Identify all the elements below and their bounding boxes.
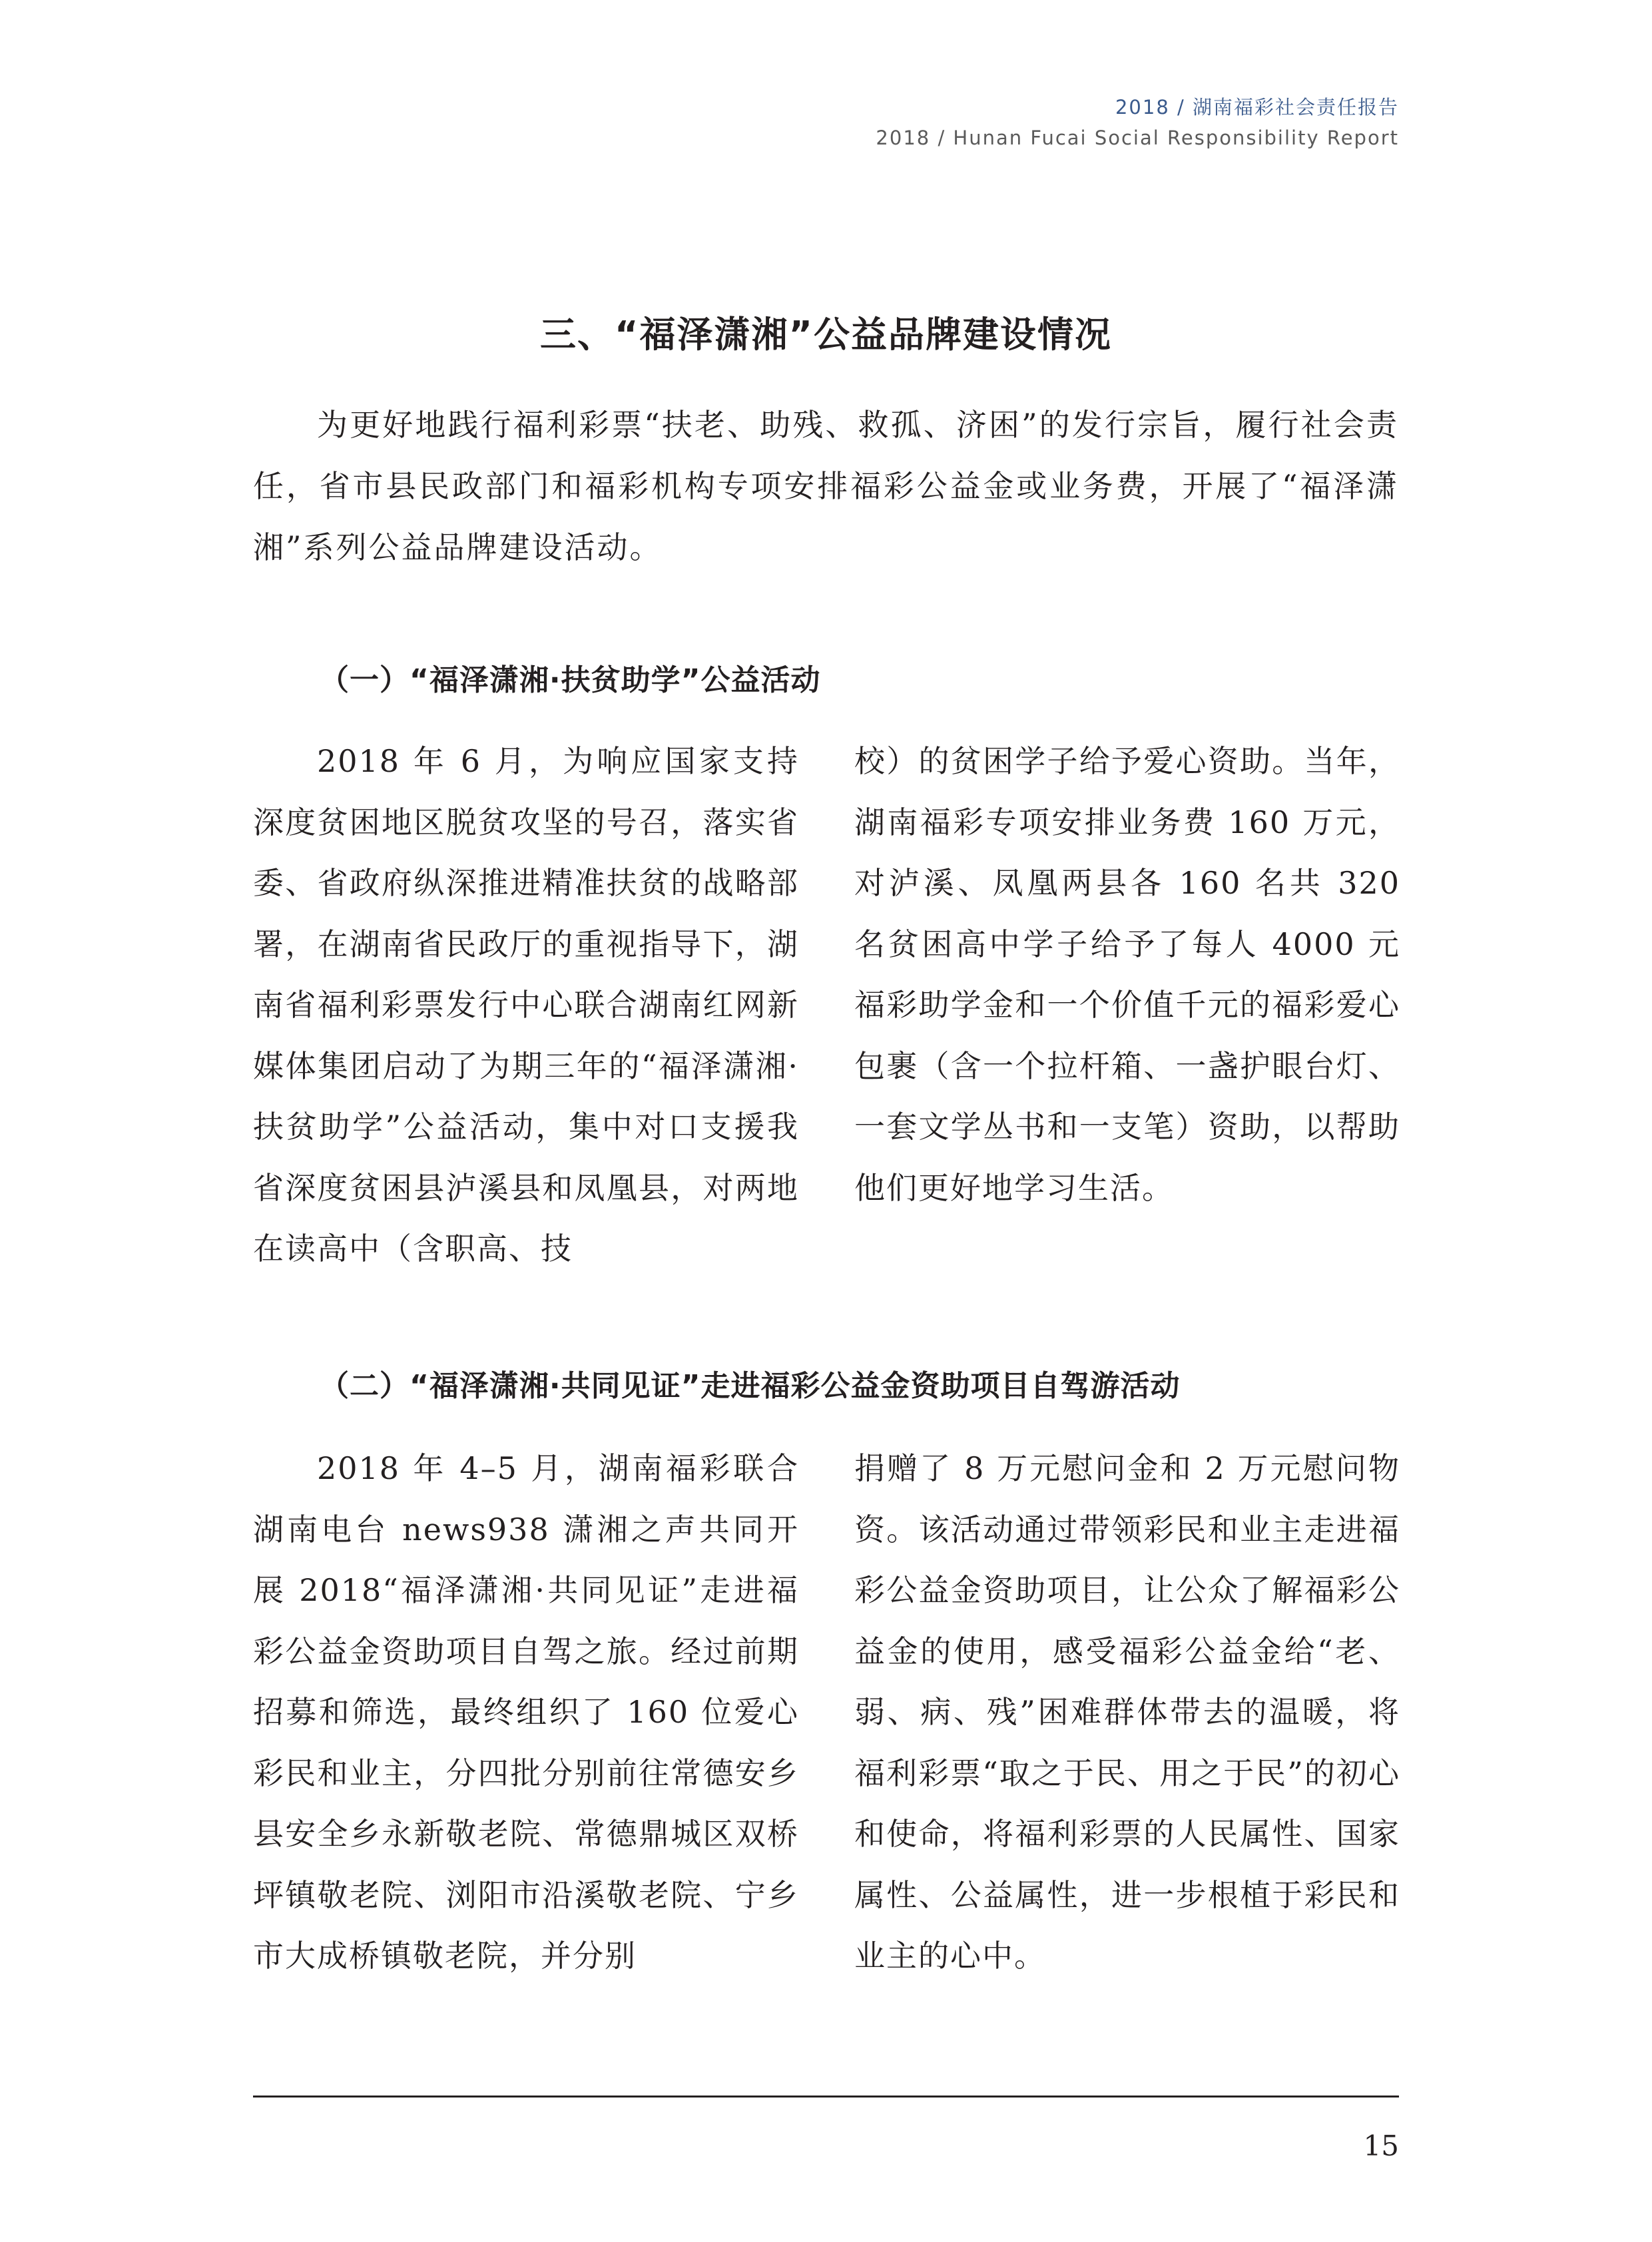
subsection-2-left-column: 2018 年 4–5 月，湖南福彩联合湖南电台 news938 潇湘之声共同开展 2018“福泽潇湘·共同见证”走进福彩公益金资助项目自驾之旅。经过前期招募和筛选，最终组织了 160 位爱心彩民和业主，分四批分别前往常德安乡县安全乡永新敬老院、常德鼎城区双桥坪镇敬老院、浏阳市沿溪敬老院、宁乡市大成桥镇敬老院，并分别 <box>253 1450 799 1974</box>
subsection-1-left-column: 2018 年 6 月，为响应国家支持深度贫困地区脱贫攻坚的号召，落实省委、省政府纵深推进精准扶贫的战略部署，在湖南省民政厅的重视指导下，湖南省福利彩票发行中心联合湖南红网新媒体集团启动了为期三年的“福泽潇湘·扶贫助学”公益活动，集中对口支援我省深度贫困县泸溪县和凤凰县，对两地在读高中（含职高、技 <box>253 743 799 1266</box>
subsection-2-right-column: 捐赠了 8 万元慰问金和 2 万元慰问物资。该活动通过带领彩民和业主走进福彩公益金资助项目，让公众了解福彩公益金的使用，感受福彩公益金给“老、弱、病、残”困难群体带去的温暖，将福利彩票“取之于民、用之于民”的初心和使命，将福利彩票的人民属性、国家属性、公益属性，进一步根植于彩民和业主的心中。 <box>854 1450 1400 1974</box>
footer-rule <box>253 2096 1399 2098</box>
page-header <box>876 92 1399 153</box>
intro-paragraph: 为更好地践行福利彩票“扶老、助残、救孤、济困”的发行宗旨，履行社会责任，省市县民政部门和福彩机构专项安排福彩公益金或业务费，开展了“福泽潇湘”系列公益品牌建设活动。 <box>253 407 1399 565</box>
section-title: 三、“福泽潇湘”公益品牌建设情况 <box>540 314 1112 356</box>
header-english: 2018 / Hunan Fucai Social Responsibility Report <box>876 127 1399 149</box>
subsection-2-heading: （二）“福泽潇湘·共同见证”走进福彩公益金资助项目自驾游活动 <box>320 1369 1181 1403</box>
page-number: 15 <box>1363 2129 1399 2162</box>
subsection-1-right-column: 校）的贫困学子给予爱心资助。当年，湖南福彩专项安排业务费 160 万元，对泸溪、凤凰两县各 160 名共 320 名贫困高中学子给予了每人 4000 元福彩助学金和一个价值千元的福彩爱心包裹（含一个拉杆箱、一盏护眼台灯、一套文学丛书和一支笔）资助，以帮助他们更好地学习生活。 <box>854 743 1400 1206</box>
header-chinese: 2018 / 湖南福彩社会责任报告 <box>1115 96 1399 119</box>
subsection-1-heading: （一）“福泽潇湘·扶贫助学”公益活动 <box>320 663 821 697</box>
